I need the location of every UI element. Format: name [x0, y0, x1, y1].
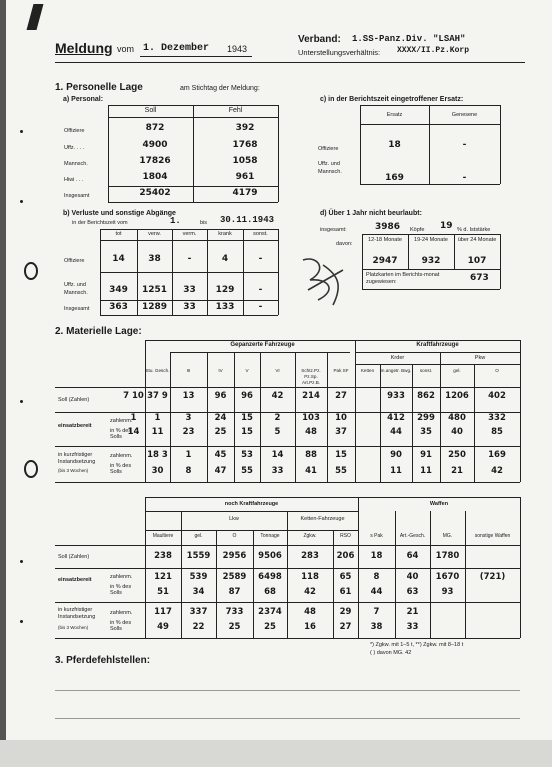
bot-bot_kurz_z-2: 733: [225, 607, 244, 617]
bot-bot_kurz_p-2: 25: [228, 622, 241, 632]
punch-hole-lower: [24, 460, 38, 478]
v-off-krank: 4: [221, 254, 229, 264]
top-top_ein_z-3: 24: [214, 413, 227, 423]
top-top_soll-11: 1206: [445, 391, 469, 401]
col-genesene: Genesene: [451, 112, 478, 118]
bot-bot_ein_p-5: 61: [339, 587, 352, 597]
report-date: 1. Dezember: [143, 43, 210, 54]
footnote-mg: ( ) davon MG. 42: [370, 650, 412, 656]
bot-bot_kurz_z-6: 7: [373, 607, 380, 617]
bot-bot_kurz_z-4: 48: [304, 607, 316, 617]
scan-edge-left: [0, 0, 6, 767]
fehl-uffz: 1768: [232, 140, 258, 150]
bot-bot_ein_z-4: 118: [301, 572, 319, 582]
top-col-3: V: [245, 368, 249, 373]
ersatz-row-label-1: Uffz. und Mannsch.: [318, 161, 342, 175]
bot-bot_ein_z-6: 8: [373, 572, 380, 582]
bot-bot_kurz_z-7: 21: [406, 607, 419, 617]
scan-edge-bottom: [0, 740, 552, 767]
fehl-insgesamt: 4179: [232, 188, 258, 198]
row-soll: Soll (Zahlen): [58, 397, 90, 403]
bot-bot_soll-6: 18: [370, 551, 383, 561]
top-top_soll-12: 402: [488, 391, 506, 401]
bot-bot_ein_z-8: 1670: [435, 572, 460, 582]
bot-bot_ein_p-0: 51: [157, 587, 169, 597]
top-top_ein_p-7: 37: [335, 427, 347, 437]
v-off-verw: 38: [148, 254, 161, 264]
top-col-4: VI: [275, 368, 280, 373]
verluste-from: 1.: [170, 216, 181, 226]
bot-bot_ein_p-7: 63: [406, 587, 419, 597]
top-top_ein_p-11: 40: [451, 427, 463, 437]
top-top_kurz_z-7: 15: [335, 450, 347, 460]
col-ueber-24: über 24 Monate: [457, 237, 497, 243]
bot-bot_ein_p-4: 42: [304, 587, 316, 597]
brow-einsatz: einsatzbereit: [58, 577, 92, 583]
top-top_ein_p-1: 11: [151, 427, 164, 437]
row-einsatz-z: zahlenm.: [110, 418, 133, 424]
personal-title: a) Personal:: [63, 96, 104, 103]
verluste-title: b) Verluste und sonstige Abgänge: [63, 210, 176, 217]
top-col-2: IV: [218, 368, 223, 373]
top-top_soll-4: 96: [241, 391, 253, 401]
col-verm: verm.: [182, 231, 197, 237]
verluste-to: 30.11.1943: [220, 215, 275, 225]
v-ges-krank: 133: [215, 302, 235, 312]
ersatz-row-label-0: Offiziere: [318, 146, 339, 152]
top-top_ein_p-6: 48: [305, 427, 317, 437]
brow-kurz-z: zahlenm.: [110, 610, 133, 616]
top-col-5: Schtz.Pz. Pz.Sp. Art.Pz.B.: [301, 368, 321, 385]
bot-bot_soll-3: 9506: [258, 551, 282, 561]
v-uffz-verw: 1251: [141, 285, 168, 295]
row-label-mannsch: Mannsch.: [64, 161, 88, 167]
bot-bot_ein_p-6: 44: [370, 587, 383, 597]
col-19-24: 19-24 Monate: [414, 237, 448, 243]
soll-hiwi: 1804: [142, 172, 168, 182]
genesene-uffz: -: [462, 173, 467, 183]
bot-col-2: O: [232, 533, 237, 539]
fehl-hiwi: 961: [235, 172, 255, 182]
row-kurz-sub: (bis 3 Wochen): [58, 468, 89, 473]
urlaub-percent-suffix: % d. Iststärke: [457, 227, 491, 233]
row-label-offiziere: Offiziere: [64, 128, 85, 134]
v-ges-sonst: -: [258, 302, 263, 312]
top-top_ein_z-6: 103: [302, 413, 320, 423]
top-top_ein_p-4: 15: [241, 427, 253, 437]
row-label-hiwi: Hiwi . . .: [64, 177, 84, 183]
sub-lkw: Lkw: [229, 516, 239, 522]
soll-insgesamt: 25402: [139, 188, 171, 198]
bot-bot_ein_p-2: 87: [228, 587, 241, 597]
urlaub-percent: 19: [440, 221, 453, 231]
top-top_kurz_p-2: 8: [185, 466, 192, 476]
brow-kurz-p: in % des Solls: [110, 620, 132, 632]
bot-bot_kurz_z-0: 117: [154, 607, 172, 617]
v-ges-tot: 363: [109, 302, 128, 312]
top-top_kurz_z-10: 91: [420, 450, 432, 460]
v-uffz-tot: 349: [109, 285, 128, 295]
brow-kurz: in kurzfristiger Instandsetzung: [58, 607, 96, 620]
bot-bot_soll-0: 238: [154, 551, 172, 561]
header-rule: [55, 62, 525, 63]
verluste-sub: in der Berichtszeit vom: [72, 220, 128, 226]
top-top_ein_p-9: 44: [390, 427, 402, 437]
bot-bot_ein_z-3: 6498: [258, 572, 282, 582]
top-top_kurz_p-6: 41: [305, 466, 317, 476]
vom-label: vom: [117, 44, 135, 54]
top-col-10: gel.: [453, 368, 461, 373]
col-soll: Soll: [144, 107, 157, 114]
bot-col-0: Maultiere: [152, 533, 174, 539]
fehl-offiziere: 392: [235, 123, 255, 133]
fehl-mannsch: 1058: [232, 156, 258, 166]
footnote-zgkw: *) Zgkw. mit 1–5 t, **) Zgkw. mit 8–18 t: [370, 642, 464, 648]
row-label-uffz: Uffz. . . .: [64, 145, 85, 151]
bot-bot_soll-2: 2956: [222, 551, 247, 561]
urlaub-koepfe: Köpfe: [410, 227, 425, 233]
top-top_ein_z-12: 332: [488, 413, 506, 423]
group-kraftfahrzeuge: Kraftfahrzeuge: [416, 342, 459, 348]
bot-bot_kurz_p-0: 49: [157, 622, 169, 632]
bot-bot_ein_z-1: 539: [189, 572, 208, 582]
report-year: 1943: [227, 44, 248, 54]
bot-col-3: Tonnage: [260, 533, 280, 539]
ersatz-title: c) in der Berichtszeit eingetroffener Ersatz:: [320, 96, 464, 103]
urlaub-davon: davon:: [336, 241, 353, 247]
col-verw: verw.: [148, 231, 161, 237]
unterstellung-label: Unterstellungsverhältnis:: [298, 48, 381, 57]
bot-bot_ein_z-5: 65: [339, 572, 352, 582]
top-col-11: O: [495, 368, 499, 373]
punch-hole-upper: [24, 262, 38, 280]
top-col-1: III: [186, 368, 191, 373]
bot-bot_soll-8: 1780: [435, 551, 460, 561]
top-top_kurz_p-11: 21: [451, 466, 463, 476]
verluste-bis: bis: [200, 220, 208, 226]
urlaub-12-18: 2947: [372, 256, 398, 266]
col-12-18: 12-18 Monate: [368, 237, 402, 243]
top-top_kurz_z-2: 1: [185, 450, 192, 460]
top-top_soll-1: 37 9: [147, 391, 168, 401]
margin-dot-3: [20, 400, 23, 403]
vrow-label-1: Uffz. und Mannsch.: [64, 282, 88, 296]
top-top_ein_z-0: 1: [130, 413, 137, 423]
platzkarten-label: Platzkarten im Berichts-monat zugewiesen:: [366, 272, 440, 285]
brow-soll: Soll (Zahlen): [58, 554, 90, 560]
v-uffz-krank: 129: [215, 285, 235, 295]
top-top_kurz_z-6: 88: [305, 450, 317, 460]
margin-dot-4: [20, 560, 23, 563]
sub-krader: Krder: [390, 355, 405, 361]
unterstellung-value: XXXX/II.Pz.Korp: [397, 46, 470, 55]
group-waffen: Waffen: [429, 501, 449, 507]
soll-uffz: 4900: [142, 140, 168, 150]
bot-col-1: gel.: [194, 533, 203, 539]
bot-bot_ein_p-8: 93: [441, 587, 454, 597]
col-fehl: Fehl: [228, 107, 243, 114]
top-top_kurz_p-7: 55: [335, 466, 347, 476]
top-top_ein_p-5: 5: [274, 427, 281, 437]
v-uffz-verm: 33: [183, 285, 196, 295]
sub-pkw: Pkw: [474, 355, 486, 361]
top-top_soll-3: 96: [214, 391, 227, 401]
top-col-9: sonst.: [419, 368, 433, 373]
top-top_ein_z-11: 480: [448, 413, 466, 423]
top-top_kurz_z-9: 90: [390, 450, 402, 460]
top-top_ein_z-9: 412: [387, 413, 405, 423]
v-uffz-sonst: -: [258, 285, 263, 295]
top-top_kurz_z-12: 169: [488, 450, 506, 460]
brow-kurz-sub: (bis 3 Wochen): [58, 625, 89, 630]
urlaub-insgesamt-label: insgesamt:: [320, 227, 347, 233]
top-top_ein_z-10: 299: [417, 413, 435, 423]
col-sonst: sonst.: [253, 231, 268, 237]
vrow-label-0: Offiziere: [64, 258, 85, 264]
bot-bot_kurz_z-3: 2374: [258, 607, 282, 617]
top-top_ein_z-2: 3: [185, 413, 192, 423]
top-top_soll-5: 42: [271, 391, 284, 401]
bot-bot_kurz_z-1: 337: [189, 607, 208, 617]
top-top_kurz_p-3: 47: [214, 466, 227, 476]
top-top_soll-9: 933: [387, 391, 405, 401]
top-top_kurz_p-4: 55: [241, 466, 253, 476]
top-col-8: m.angetr. Bwg.: [380, 368, 412, 373]
bot-bot_ein_z-9: (721): [479, 572, 506, 582]
top-top_ein_z-4: 15: [241, 413, 253, 423]
row-kurz-z: zahlenm.: [110, 453, 133, 459]
top-top_soll-10: 862: [417, 391, 435, 401]
bot-bot_kurz_p-1: 22: [192, 622, 205, 632]
brow-einsatz-z: zahlenm.: [110, 574, 133, 580]
urlaub-19-24: 932: [421, 256, 441, 266]
bot-col-5: RSO: [340, 533, 351, 539]
vrow-label-2: Insgesamt: [64, 306, 90, 312]
bot-col-9: sonstige Waffen: [474, 533, 511, 539]
section3-title: 3. Pferdefehlstellen:: [55, 655, 151, 666]
section1-subtitle: am Stichtag der Meldung:: [180, 85, 260, 92]
soll-mannsch: 17826: [139, 156, 171, 166]
platzkarten-value: 673: [470, 273, 489, 283]
bot-bot_kurz_p-7: 33: [406, 622, 419, 632]
signature-scribble: [298, 250, 358, 310]
bot-col-6: s Pak: [370, 533, 383, 539]
v-ges-verw: 1289: [141, 302, 168, 312]
ersatz-uffz: 169: [385, 173, 404, 183]
row-einsatz-p: in % des Solls: [110, 428, 132, 440]
top-top_kurz_z-4: 53: [241, 450, 253, 460]
v-off-sonst: -: [258, 254, 263, 264]
top-top_soll-0: 7 10: [123, 391, 144, 401]
top-top_kurz_p-5: 33: [271, 466, 284, 476]
brow-einsatz-p: in % des Solls: [110, 584, 132, 596]
group-gepanzerte: Gepanzerte Fahrzeuge: [230, 342, 295, 348]
top-top_kurz_z-1: 18 3: [147, 450, 168, 460]
top-top_ein_z-7: 10: [335, 413, 347, 423]
scan-mark-top: [27, 4, 44, 30]
bot-col-8: MG.: [442, 533, 453, 539]
section1-title: 1. Personelle Lage: [55, 82, 143, 93]
margin-dot-2: [20, 200, 23, 203]
v-off-tot: 14: [112, 254, 125, 264]
row-label-insgesamt: Insgesamt: [64, 193, 90, 199]
col-tot: tot: [115, 231, 122, 237]
top-top_ein_p-12: 85: [491, 427, 503, 437]
bot-bot_ein_z-7: 40: [406, 572, 419, 582]
top-top_soll-7: 27: [335, 391, 347, 401]
bot-bot_ein_z-2: 2589: [222, 572, 247, 582]
verband-value: 1.SS-Panz.Div. "LSAH": [352, 34, 466, 44]
section3-rule-2: [55, 718, 520, 719]
top-top_kurz_z-11: 250: [448, 450, 466, 460]
col-ersatz: Ersatz: [386, 112, 403, 118]
date-underline: [140, 56, 252, 57]
bot-col-7: Art.-Gesch.: [399, 533, 426, 539]
top-top_ein_z-5: 2: [274, 413, 281, 423]
top-top_kurz_z-5: 14: [271, 450, 284, 460]
row-einsatz: einsatzbereit: [58, 423, 92, 429]
verband-label: Verband:: [298, 34, 341, 45]
v-ges-verm: 33: [183, 302, 196, 312]
top-top_kurz_p-10: 11: [420, 466, 432, 476]
bot-bot_ein_z-0: 121: [154, 572, 172, 582]
row-kurz: in kurzfristiger Instandsetzung: [58, 452, 96, 465]
bot-bot_soll-4: 283: [301, 551, 319, 561]
margin-dot-1: [20, 130, 23, 133]
top-col-0: Stu. Gesch.: [145, 368, 170, 373]
bot-bot_soll-5: 206: [336, 551, 355, 561]
row-kurz-p: in % des Solls: [110, 463, 132, 475]
bot-bot_kurz_z-5: 29: [339, 607, 352, 617]
top-top_soll-2: 13: [182, 391, 195, 401]
ersatz-off: 18: [388, 140, 401, 150]
report-title: Meldung: [55, 40, 113, 56]
top-top_kurz_z-3: 45: [214, 450, 227, 460]
top-top_kurz_p-12: 42: [491, 466, 503, 476]
urlaub-title: d) Über 1 Jahr nicht beurlaubt:: [320, 210, 422, 217]
top-top_ein_p-3: 25: [214, 427, 227, 437]
col-krank: krank: [218, 231, 232, 237]
top-col-6: Pak SF: [333, 368, 349, 373]
urlaub-ueber-24: 107: [467, 256, 487, 266]
bot-bot_kurz_p-3: 25: [264, 622, 276, 632]
bot-bot_kurz_p-5: 27: [339, 622, 352, 632]
bot-bot_kurz_p-4: 16: [304, 622, 316, 632]
bot-bot_ein_p-3: 68: [264, 587, 276, 597]
top-top_ein_p-2: 23: [182, 427, 195, 437]
soll-offiziere: 872: [145, 123, 165, 133]
bot-bot_soll-1: 1559: [186, 551, 211, 561]
section3-rule-1: [55, 690, 520, 691]
section2-title: 2. Materielle Lage:: [55, 326, 142, 337]
bot-bot_kurz_p-6: 38: [370, 622, 383, 632]
v-off-verm: -: [187, 254, 192, 264]
genesene-off: -: [462, 140, 467, 150]
margin-dot-5: [20, 620, 23, 623]
bot-bot_ein_p-1: 34: [192, 587, 205, 597]
top-top_soll-6: 214: [302, 391, 320, 401]
top-top_ein_p-0: 14: [127, 427, 140, 437]
sub-ketten: Ketten-Fahrzeuge: [300, 516, 345, 522]
bot-bot_soll-7: 64: [406, 551, 419, 561]
group-noch-kfz: noch Kraftfahrzeuge: [224, 501, 279, 507]
top-top_ein_z-1: 1: [154, 413, 161, 423]
bot-col-4: Zgkw.: [303, 533, 317, 539]
top-top_kurz_p-1: 30: [151, 466, 164, 476]
urlaub-insgesamt-value: 3986: [375, 222, 401, 232]
top-top_ein_p-10: 35: [420, 427, 432, 437]
top-top_kurz_p-9: 11: [390, 466, 402, 476]
top-col-7: Ketten: [360, 368, 375, 373]
